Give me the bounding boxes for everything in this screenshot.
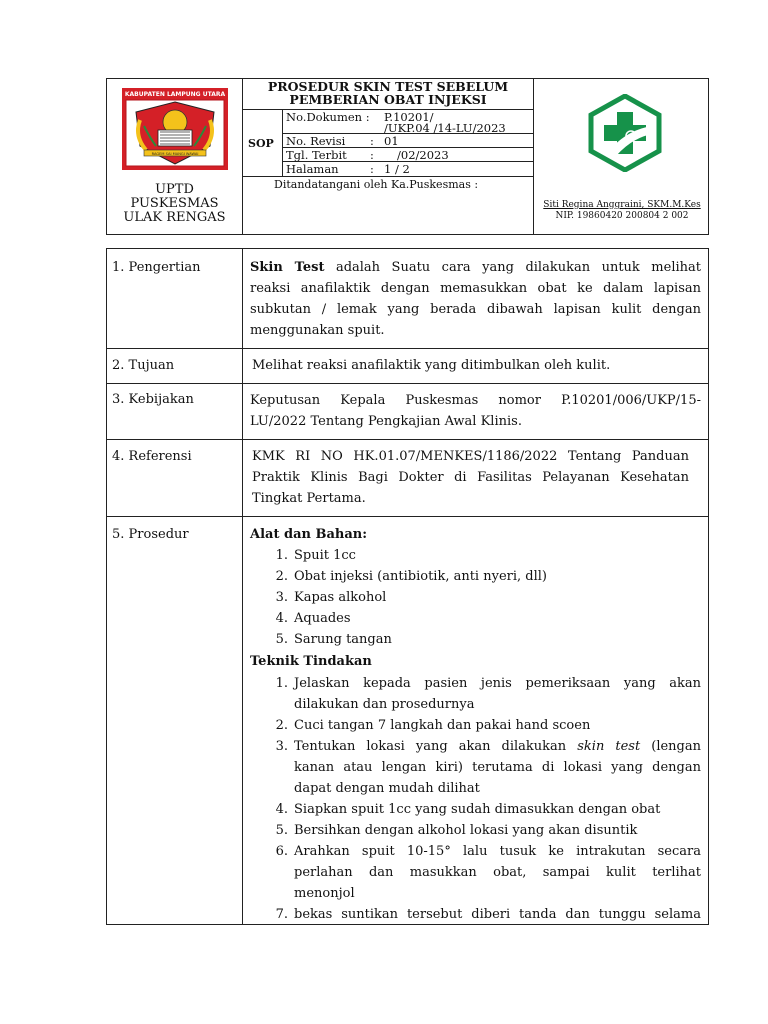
section-label-tujuan: 2. Tujuan xyxy=(112,358,175,373)
logo-motto-text: RAGEM SAI MANGI WAWAI xyxy=(151,152,199,156)
teknik-tindakan-list: 1. Jelaskan kepada pasien jenis pemeriksaan yang akan dilakukan dan prosedurnya 2. Cuci tangan 7 langkah dan pakai hand scoen 3. Tentukan lokasi yang akan dilakukan skin test (lengan kanan atau lengan kiri) terutama di lokasi yang dengan dapat dengan mudah dilihat 4. Siapkan spuit 1cc yang sudah dimasukkan dengan obat 5. Bersihkan dengan alkohol lokasi yang akan disuntik 6. Arahkan spuit 10-15° lalu tusuk ke intrakutan secara perlahan dan masukkan obat, sampai kulit terlihat menonjol 7. bekas suntikan tersebut diberi tanda dan tunggu selama xyxy=(275,676,701,922)
pengertian-line1-rest: adalah Suatu cara yang dilakukan untuk melihat xyxy=(335,260,701,275)
signed-by-label: Ditandatangani oleh Ka.Puskesmas : xyxy=(274,178,479,191)
pengertian-line2: reaksi anafilaktik dengan memasukkan obat ke dalam lapisan xyxy=(250,281,701,296)
tgl-terbit-label: Tgl. Terbit xyxy=(286,148,347,162)
no-revisi-value: 01 xyxy=(384,134,399,148)
pengertian-line3: subkutan / lemak yang berada dibawah lapisan kulit dengan xyxy=(250,302,701,317)
kebijakan-line1: Keputusan Kepala Puskesmas nomor P.10201/006/UKP/15- xyxy=(250,393,701,408)
section-label-kebijakan: 3. Kebijakan xyxy=(112,392,194,407)
no-dokumen-label: No.Dokumen : xyxy=(286,110,370,124)
kabupaten-lampung-utara-logo xyxy=(120,86,230,172)
section-label-pengertian: 1. Pengertian xyxy=(112,260,201,275)
referensi-line3: Tingkat Pertama. xyxy=(252,491,366,506)
tgl-terbit-sep: : xyxy=(370,148,374,162)
no-revisi-label: No. Revisi xyxy=(286,134,346,148)
sop-label: SOP xyxy=(248,137,274,150)
pengertian-term: Skin Test xyxy=(250,260,325,275)
signer-name: Siti Regina Anggraini, SKM.M.Kes xyxy=(543,200,701,210)
no-dokumen-value2: /UKP.04 /14-LU/2023 xyxy=(384,121,506,135)
document-title-line1: PROSEDUR SKIN TEST SEBELUM xyxy=(267,79,509,94)
kebijakan-text xyxy=(250,390,701,432)
org-name-line2: PUSKESMAS xyxy=(130,196,219,211)
pengertian-line4: menggunakan spuit. xyxy=(250,323,385,338)
section-label-prosedur: 5. Prosedur xyxy=(112,527,189,542)
halaman-label: Halaman xyxy=(286,162,339,176)
no-revisi-sep: : xyxy=(370,134,374,148)
teknik-tindakan-heading: Teknik Tindakan xyxy=(250,654,372,669)
referensi-line1: KMK RI NO HK.01.07/MENKES/1186/2022 Tentang Panduan xyxy=(252,449,689,464)
alat-bahan-list: 1. Spuit 1cc 2. Obat injeksi (antibiotik, anti nyeri, dll) 3. Kapas alkohol 4. Aquades 5. Sarung tangan xyxy=(275,548,547,647)
pengertian-text xyxy=(250,257,701,341)
puskesmas-logo xyxy=(586,94,664,172)
no-dokumen-value1: P.10201/ xyxy=(384,110,434,124)
halaman-sep: : xyxy=(370,162,374,176)
pengertian-line1 xyxy=(250,257,701,278)
org-name-line1: UPTD xyxy=(155,182,194,197)
referensi-line2: Praktik Klinis Bagi Dokter di Fasilitas Pelayanan Kesehatan xyxy=(252,470,689,485)
logo-banner-text: KABUPATEN LAMPUNG UTARA xyxy=(124,91,226,98)
halaman-value: 1 / 2 xyxy=(384,162,410,176)
org-name-line3: ULAK RENGAS xyxy=(123,210,226,225)
section-label-referensi: 4. Referensi xyxy=(112,449,192,464)
referensi-text xyxy=(252,446,689,509)
kebijakan-line2: LU/2022 Tentang Pengkajian Awal Klinis. xyxy=(250,414,522,429)
signer-nip: NIP. 19860420 200804 2 002 xyxy=(555,211,689,221)
document-title-line2: PEMBERIAN OBAT INJEKSI xyxy=(289,92,487,107)
tgl-terbit-value: /02/2023 xyxy=(397,148,449,162)
tujuan-text: Melihat reaksi anafilaktik yang ditimbulkan oleh kulit. xyxy=(252,358,611,373)
alat-bahan-heading: Alat dan Bahan: xyxy=(250,527,368,542)
